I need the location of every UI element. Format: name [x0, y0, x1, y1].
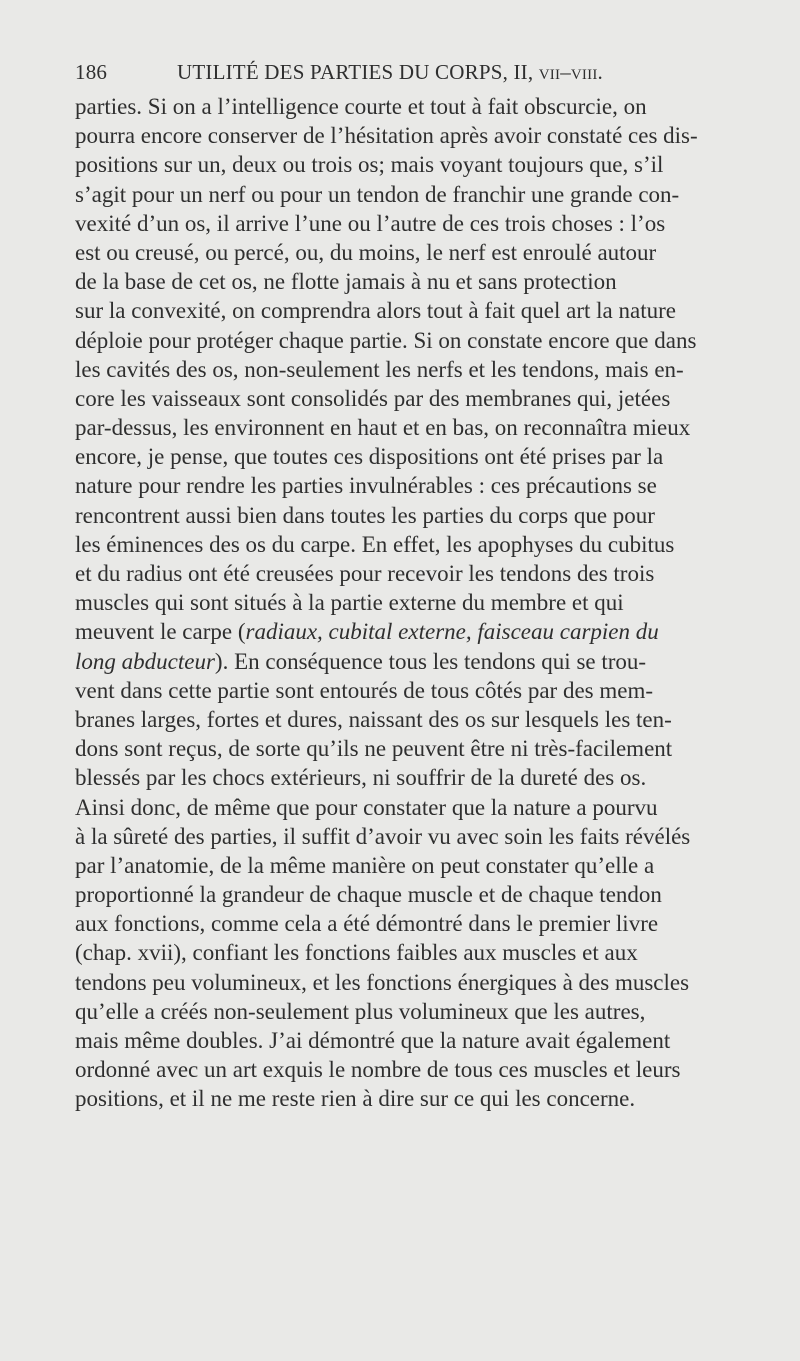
text-line-content: de la base de cet os, ne flotte jamais à nu et sans protection [75, 269, 617, 295]
text-line [75, 238, 755, 267]
text-line-content: meuvent le carpe ( [75, 619, 246, 645]
italic-text: radiaux, cubital externe, faisceau carpien du [245, 619, 659, 645]
text-line-content: positions sur un, deux ou trois os; mais voyant toujours que, s’il [75, 152, 664, 178]
text-line-content: aux fonctions, comme cela a été démontré dans le premier livre [75, 911, 659, 937]
text-line-content: positions, et il ne me reste rien à dire sur ce qui les concerne. [75, 1086, 636, 1112]
text-line [75, 880, 755, 909]
text-line [75, 705, 755, 734]
text-line-content: nature pour rendre les parties invulnérables : ces précautions se [75, 473, 657, 499]
text-line [75, 209, 755, 238]
body-text [75, 92, 755, 1114]
text-line-content: par l’anatomie, de la même manière on peut constater qu’elle a [75, 852, 655, 878]
text-line [75, 968, 755, 997]
italic-text: long abducteur [75, 648, 215, 674]
page-header [75, 58, 675, 86]
text-line [75, 938, 755, 967]
text-line-content: ordonné avec un art exquis le nombre de tous ces muscles et leurs [75, 1057, 681, 1083]
text-line-content: dons sont reçus, de sorte qu’ils ne peuvent être ni très-facilement [75, 736, 673, 762]
text-line [75, 588, 755, 617]
text-line-content: tendons peu volumineux, et les fonctions énergiques à des muscles [75, 969, 690, 995]
text-line [75, 734, 755, 763]
text-line [75, 997, 755, 1026]
text-line-content: vent dans cette partie sont entourés de tous côtés par des mem- [75, 677, 654, 703]
text-line [75, 296, 755, 325]
text-line-content: ). En conséquence tous les tendons qui se trou- [214, 648, 647, 674]
running-title: UTILITÉ DES PARTIES DU CORPS, II, vii–viii. [177, 60, 603, 84]
text-line [75, 326, 755, 355]
text-line [75, 763, 755, 792]
text-line [75, 676, 755, 705]
text-line [75, 793, 755, 822]
page-number: 186 [75, 60, 108, 84]
text-line [75, 822, 755, 851]
text-line [75, 1026, 755, 1055]
text-line [75, 501, 755, 530]
text-line [75, 442, 755, 471]
text-line [75, 530, 755, 559]
text-line-content: les cavités des os, non-seulement les nerfs et les tendons, mais en- [75, 356, 684, 382]
text-line [75, 617, 755, 646]
text-line-content: et du radius ont été creusées pour recevoir les tendons des trois [75, 561, 655, 586]
text-line [75, 150, 755, 179]
text-line [75, 413, 755, 442]
text-line [75, 851, 755, 880]
text-line-content: les éminences des os du carpe. En effet, les apophyses du cubitus [75, 531, 675, 557]
text-line-content: Ainsi donc, de même que pour constater que la nature a pourvu [75, 794, 658, 820]
text-line [75, 1055, 755, 1084]
text-line-content: par-dessus, les environnent en haut et en bas, on reconnaîtra mieux [75, 415, 691, 441]
text-line [75, 647, 755, 676]
text-line-content: est ou creusé, ou percé, ou, du moins, le nerf est enroulé autour [75, 239, 657, 265]
text-line-content: qu’elle a créés non-seulement plus volumineux que les autres, [75, 998, 646, 1024]
text-line-content: sur la convexité, on comprendra alors tout à fait quel art la nature [75, 298, 676, 324]
text-line-content: s’agit pour un nerf ou pour un tendon de franchir une grande con- [75, 181, 680, 207]
text-line [75, 92, 755, 121]
text-line [75, 180, 755, 209]
text-line-content: blessés par les chocs extérieurs, ni souffrir de la dureté des os. [75, 765, 647, 791]
text-line [75, 355, 755, 384]
text-line-content: branes larges, fortes et dures, naissant des os sur lesquels les ten- [75, 706, 672, 732]
text-line [75, 267, 755, 296]
text-line-content: à la sûreté des parties, il suffit d’avoir vu avec soin les faits révélés [75, 823, 691, 849]
text-line-content: mais même doubles. J’ai démontré que la nature avait également [75, 1028, 671, 1053]
text-line [75, 471, 755, 500]
text-line-content: encore, je pense, que toutes ces dispositions ont été prises par la [75, 444, 664, 470]
text-line [75, 909, 755, 938]
text-line [75, 559, 755, 588]
text-line-content: pourra encore conserver de l’hésitation après avoir constaté ces dis- [75, 123, 698, 149]
text-line-content: proportionné la grandeur de chaque muscle et de chaque tendon [75, 882, 662, 908]
text-line [75, 1084, 755, 1113]
text-line-content: vexité d’un os, il arrive l’une ou l’autre de ces trois choses : l’os [75, 210, 666, 236]
text-line-content: parties. Si on a l’intelligence courte et tout à fait obscurcie, on [75, 94, 647, 119]
text-line-content: muscles qui sont situés à la partie externe du membre et qui [75, 590, 624, 616]
text-line-content: rencontrent aussi bien dans toutes les parties du corps que pour [75, 502, 655, 528]
text-line [75, 384, 755, 413]
text-line-content: (chap. xvii), confiant les fonctions faibles aux muscles et aux [75, 940, 638, 966]
text-line-content: core les vaisseaux sont consolidés par des membranes qui, jetées [75, 385, 671, 411]
text-line-content: déploie pour protéger chaque partie. Si on constate encore que dans [75, 327, 697, 353]
text-line [75, 121, 755, 150]
